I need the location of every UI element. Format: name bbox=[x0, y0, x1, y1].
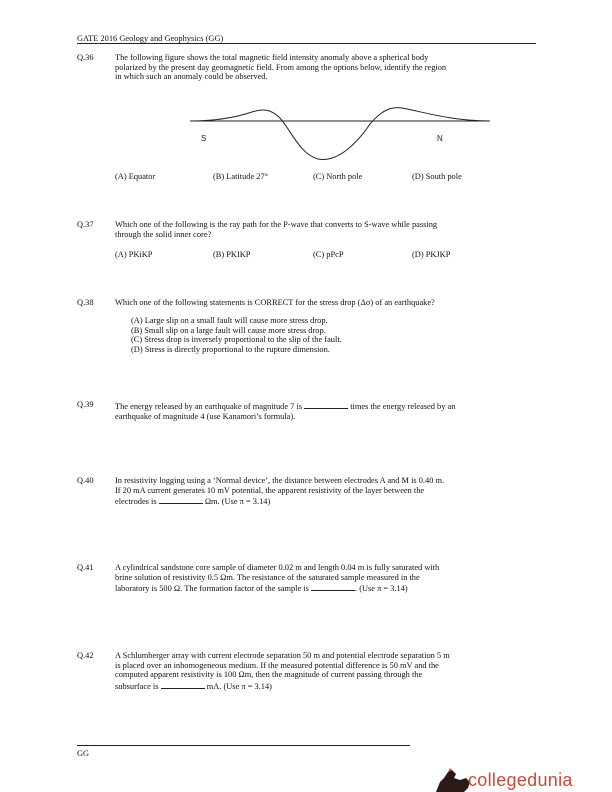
figure-label-north: N bbox=[437, 134, 443, 143]
option-b: (B) Latitude 27° bbox=[213, 172, 268, 181]
question-text bbox=[115, 476, 444, 507]
question-text bbox=[115, 651, 450, 691]
answer-blank[interactable] bbox=[161, 680, 205, 689]
question-line: earthquake of magnitude 4 (use Kanamori’s formula). bbox=[115, 411, 296, 421]
question-line: polarized by the present day geomagnetic field. From among the options below, identify the region bbox=[115, 62, 447, 72]
question-text bbox=[115, 53, 446, 82]
option-b: (B) PKIKP bbox=[213, 250, 251, 259]
question-text bbox=[115, 220, 437, 239]
answer-blank[interactable] bbox=[159, 495, 203, 504]
question-line: If 20 mA current generates 10 mV potential, the apparent resistivity of the layer between the bbox=[115, 485, 425, 495]
figure-label-south: S bbox=[201, 134, 207, 143]
question-line: through the solid inner core? bbox=[115, 229, 212, 239]
option-d: (D) Stress is directly proportional to the rupture dimension. bbox=[131, 344, 330, 354]
magnetic-anomaly-figure bbox=[180, 104, 510, 164]
footer-rule bbox=[77, 745, 410, 746]
question-fragment: subsurface is bbox=[115, 681, 159, 691]
question-text: Which one of the following statements is CORRECT for the stress drop (Δσ) of an earthquake? bbox=[115, 298, 435, 307]
option-list bbox=[131, 316, 342, 354]
option-c: (C) North pole bbox=[313, 172, 363, 181]
question-line: is placed over an inhomogeneous medium. If the measured potential difference is 50 mV and the bbox=[115, 660, 439, 670]
brand-logo[interactable]: collegedunia bbox=[468, 770, 573, 790]
option-a: (A) Equator bbox=[115, 172, 156, 181]
question-line: in which such an anomaly could be observed. bbox=[115, 72, 268, 82]
question-number: Q.40 bbox=[77, 476, 94, 485]
question-number: Q.42 bbox=[77, 651, 94, 660]
option-a: (A) PKiKP bbox=[115, 250, 153, 259]
question-fragment: laboratory is 500 Ω. The formation factor of the sample is bbox=[115, 584, 309, 594]
question-number: Q.39 bbox=[77, 400, 94, 409]
question-fragment: Ωm. (Use π = 3.14) bbox=[204, 497, 271, 507]
question-number: Q.37 bbox=[77, 220, 94, 229]
question-text bbox=[115, 563, 439, 594]
page-header: GATE 2016 Geology and Geophysics (GG) bbox=[77, 34, 224, 43]
option-a: (A) Large slip on a small fault will cause more stress drop. bbox=[131, 316, 328, 325]
option-c: (C) pPcP bbox=[313, 250, 344, 259]
question-number: Q.38 bbox=[77, 298, 94, 307]
anomaly-curve bbox=[190, 108, 490, 160]
question-number: Q.36 bbox=[77, 53, 94, 62]
question-line: computed apparent resistivity is 100 Ωm, then the magnitude of current passing through the bbox=[115, 670, 423, 680]
brand-mascot-icon bbox=[434, 768, 472, 792]
question-line: A cylindrical sandstone core sample of diameter 0.02 m and length 0.04 m is fully saturated with bbox=[115, 563, 440, 572]
footer-code: GG bbox=[77, 749, 90, 758]
option-d: (D) PKJKP bbox=[412, 250, 451, 259]
question-line: brine solution of resistivity 0.5 Ωm. The resistance of the saturated sample measured in the bbox=[115, 572, 420, 582]
question-fragment: mA. (Use π = 3.14) bbox=[206, 681, 272, 691]
option-b: (B) Small slip on a large fault will cause more stress drop. bbox=[131, 325, 326, 335]
question-line: The following figure shows the total magnetic field intensity anomaly above a spherical body bbox=[115, 53, 429, 62]
question-line: In resistivity logging using a ‘Normal device’, the distance between electrodes A and M is 0.40 m. bbox=[115, 476, 445, 485]
question-fragment: . (Use π = 3.14) bbox=[355, 584, 408, 594]
answer-blank[interactable] bbox=[304, 400, 348, 409]
question-line: A Schlumberger array with current electrode separation 50 m and potential electrode separation 5 m bbox=[115, 651, 450, 660]
header-rule bbox=[77, 43, 536, 44]
question-fragment: times the energy released by an bbox=[350, 402, 456, 411]
option-d: (D) South pole bbox=[412, 172, 462, 181]
question-line: Which one of the following is the ray path for the P-wave that converts to S-wave while passing bbox=[115, 220, 438, 229]
answer-blank[interactable] bbox=[311, 582, 355, 591]
question-text bbox=[115, 400, 455, 421]
question-fragment: electrodes is bbox=[115, 497, 157, 507]
question-number: Q.41 bbox=[77, 563, 94, 572]
option-c: (C) Stress drop is inversely proportional to the slip of the fault. bbox=[131, 335, 342, 345]
question-fragment: The energy released by an earthquake of magnitude 7 is bbox=[115, 402, 303, 411]
